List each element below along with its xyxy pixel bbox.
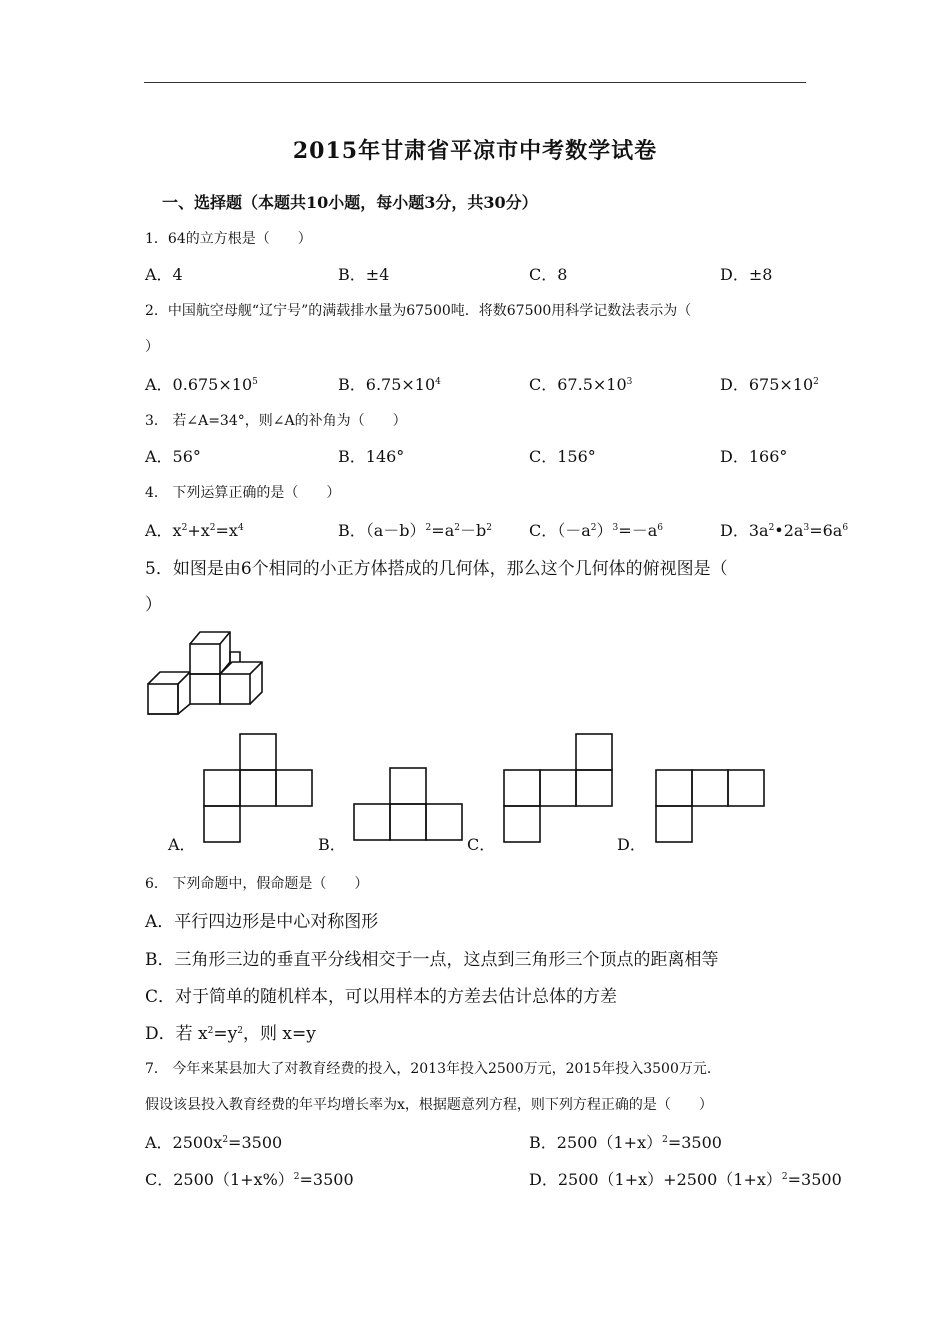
- q6-option-b: B．三角形三边的垂直平分线相交于一点，这点到三角形三个顶点的距离相等: [145, 950, 719, 970]
- option-d-top-view: [652, 766, 772, 846]
- question-7-stem: 7． 今年来某县加大了对教育经费的投入，2013年投入2500万元，2015年投入3500万元．: [145, 1061, 721, 1077]
- q4-option-a: A．$x^2+x^2=x^4$: [145, 521, 244, 540]
- q6-option-a: A．平行四边形是中心对称图形: [145, 912, 379, 932]
- q2-option-a: A．$0.675\times 10^5$: [145, 375, 258, 394]
- question-6-stem: 6． 下列命题中，假命题是（ ）: [145, 876, 369, 892]
- question-1-stem: 1．64的立方根是（ ）: [145, 231, 312, 247]
- q7-option-b: B．$2500(1+x)^2=3500$: [529, 1133, 722, 1152]
- q6-option-d: D．若 $x^2=y^2$，则 x=y: [145, 1024, 316, 1044]
- option-c-top-view: [500, 730, 616, 846]
- option-b-label: B．: [318, 835, 346, 854]
- header-rule: [144, 82, 806, 83]
- question-4-stem: 4． 下列运算正确的是（ ）: [145, 485, 341, 501]
- q3-option-a: A．56°: [145, 447, 201, 466]
- q4-option-c: C．$(-a^2)^3=-a^6$: [529, 521, 663, 540]
- q7-option-c: C．$2500(1+x\%)^2=3500$: [145, 1170, 354, 1189]
- q2-option-c: C．$67.5\times 10^3$: [529, 375, 633, 394]
- question-7-stem-cont: 假设该县投入教育经费的年平均增长率为x，根据题意列方程，则下列方程正确的是（ ）: [145, 1097, 713, 1113]
- question-2-stem: 2．中国航空母舰“辽宁号”的满载排水量为67500吨．将数67500用科学记数法表示为（: [145, 303, 692, 319]
- q3-option-d: D．166°: [720, 447, 788, 466]
- option-a-top-view: [200, 730, 320, 846]
- q7-option-d: D．$2500(1+x)+2500(1+x)^2=3500$: [529, 1170, 842, 1189]
- cube-solid-figure: [140, 628, 280, 722]
- q2-option-d: D．$675\times 10^2$: [720, 375, 819, 394]
- q4-option-d: D．$3a^2•2a^3=6a^6$: [720, 521, 849, 540]
- q3-option-b: B．146°: [338, 447, 405, 466]
- q1-option-b: B．±4: [338, 265, 390, 284]
- q2-option-b: B．$6.75\times 10^4$: [338, 375, 441, 394]
- option-a-label: A．: [168, 835, 196, 854]
- q6-option-c: C．对于简单的随机样本，可以用样本的方差去估计总体的方差: [145, 987, 618, 1007]
- q1-option-c: C．8: [529, 265, 568, 284]
- q4-option-b: B．$(a-b)^2=a^2-b^2$: [338, 521, 492, 540]
- option-b-top-view: [350, 764, 466, 844]
- q3-option-c: C．156°: [529, 447, 596, 466]
- question-2-stem-cont: ）: [145, 339, 159, 355]
- option-c-label: C．: [467, 835, 496, 854]
- q1-option-a: A．4: [145, 265, 183, 284]
- q7-option-a: A．$2500x^2=3500$: [145, 1133, 283, 1152]
- question-5-stem-cont: ）: [145, 595, 162, 615]
- page-title: 2015年甘肃省平凉市中考数学试卷: [292, 138, 658, 164]
- question-3-stem: 3． 若∠A=34°，则∠A的补角为（ ）: [145, 413, 407, 429]
- q1-option-d: D．±8: [720, 265, 773, 284]
- option-d-label: D．: [617, 835, 646, 854]
- question-5-stem: 5．如图是由6个相同的小正方体搭成的几何体，那么这个几何体的俯视图是（: [145, 559, 728, 579]
- section-heading: 一、选择题（本题共10小题，每小题3分，共30分）: [162, 193, 538, 212]
